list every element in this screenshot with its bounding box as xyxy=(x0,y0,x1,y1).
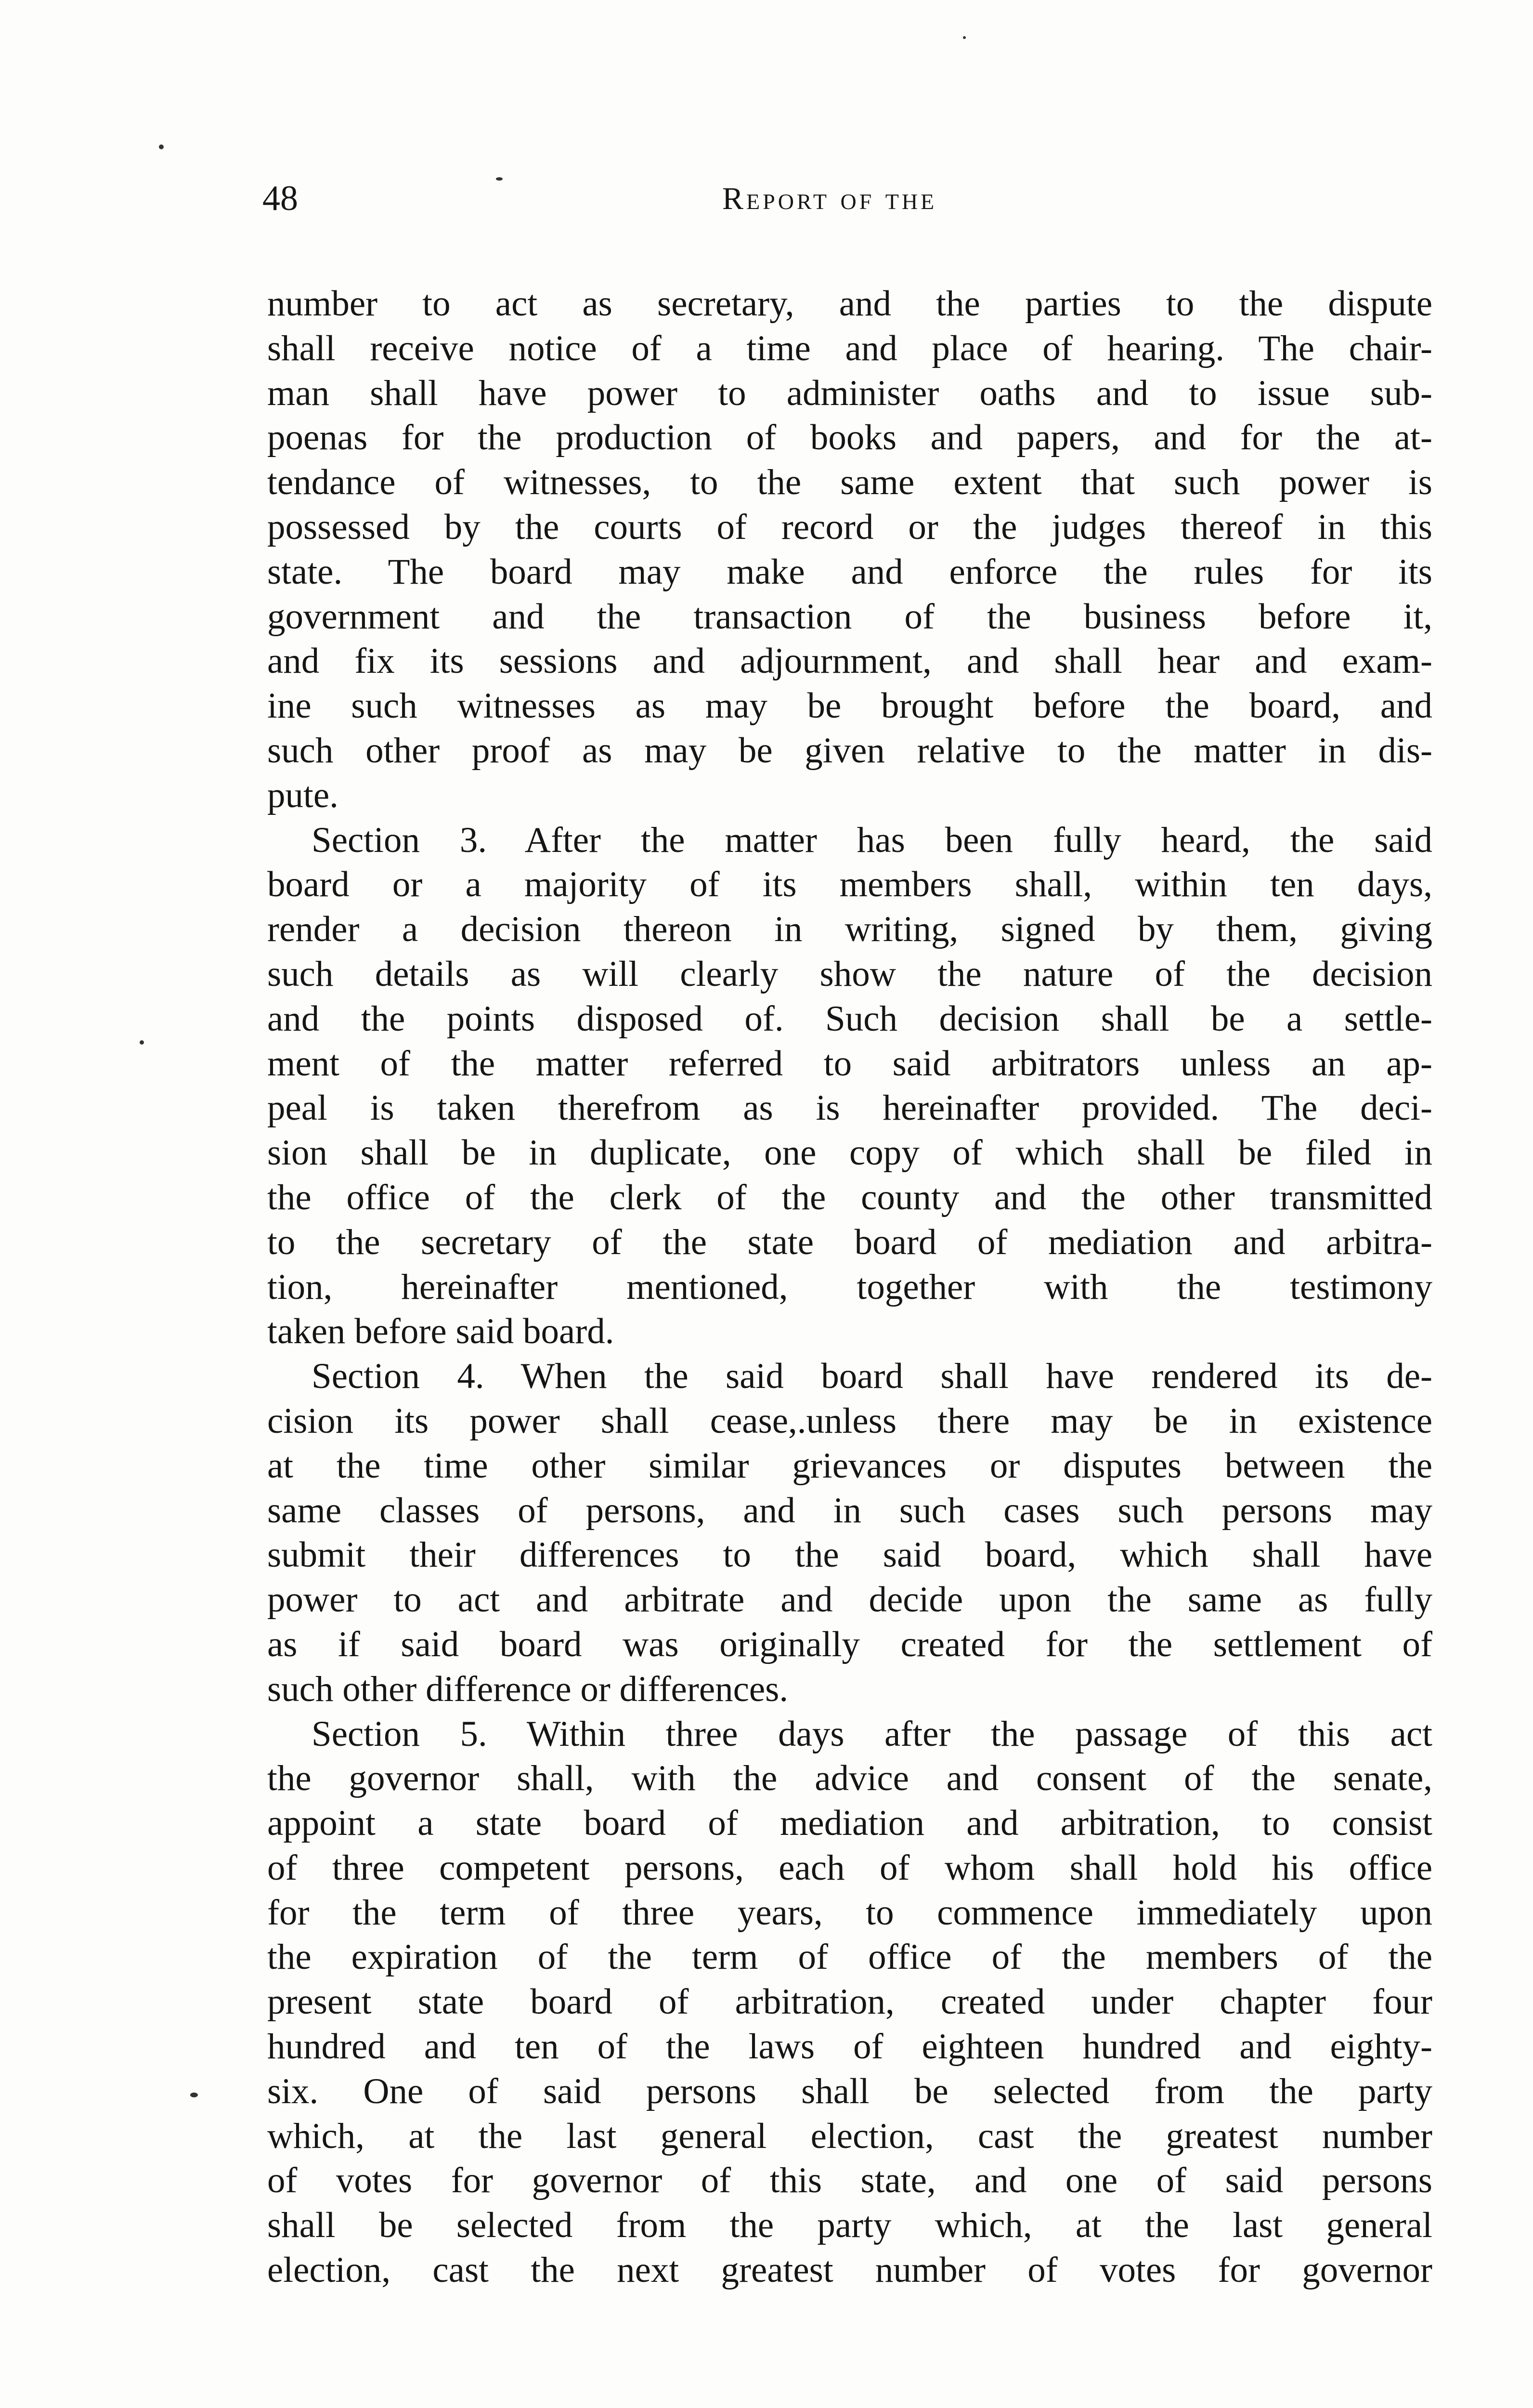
text-line: of three competent persons, each of whom shall hold his office xyxy=(267,1847,1432,1888)
text-line: the governor shall, with the advice and consent of the senate, xyxy=(267,1758,1432,1799)
text-line: poenas for the production of books and papers, and for the at- xyxy=(267,418,1432,458)
scan-speck xyxy=(159,144,164,149)
text-line: to the secretary of the state board of mediation and arbitra- xyxy=(267,1222,1432,1262)
text-line: state. The board may make and enforce the rules for its xyxy=(267,551,1432,592)
text-line: man shall have power to administer oaths and to issue sub- xyxy=(267,373,1432,413)
text-line: the expiration of the term of office of the members of the xyxy=(267,1937,1432,1977)
scan-speck xyxy=(496,177,503,181)
text-line: Section 5. Within three days after the passage of this act xyxy=(312,1714,1432,1754)
text-line: possessed by the courts of record or the judges thereof in this xyxy=(267,507,1432,547)
text-line: for the term of three years, to commence immediately upon xyxy=(267,1892,1432,1933)
text-line: present state board of arbitration, created under chapter four xyxy=(267,1982,1432,2022)
page-number: 48 xyxy=(262,179,298,218)
text-line: submit their differences to the said board, which shall have xyxy=(267,1535,1432,1575)
text-line: at the time other similar grievances or disputes between the xyxy=(267,1445,1432,1486)
text-line: of votes for governor of this state, and one of said persons xyxy=(267,2160,1432,2201)
scan-speck xyxy=(963,36,966,39)
body-text xyxy=(267,282,1432,2293)
text-line: tendance of witnesses, to the same extent that such power is xyxy=(267,462,1432,503)
text-line: same classes of persons, and in such cases such persons may xyxy=(267,1490,1432,1531)
text-line: and fix its sessions and adjournment, and shall hear and exam- xyxy=(267,641,1432,681)
text-line: render a decision thereon in writing, signed by them, giving xyxy=(267,909,1432,950)
text-line: appoint a state board of mediation and arbitration, to consist xyxy=(267,1803,1432,1844)
text-line: power to act and arbitrate and decide upon the same as fully xyxy=(267,1580,1432,1620)
text-line: such details as will clearly show the nature of the decision xyxy=(267,954,1432,994)
text-line: election, cast the next greatest number of votes for governor xyxy=(267,2250,1432,2290)
text-line: ment of the matter referred to said arbitrators unless an ap- xyxy=(267,1043,1432,1084)
text-line: which, at the last general election, cast the greatest number xyxy=(267,2116,1432,2156)
text-line: number to act as secretary, and the parties to the dispute xyxy=(267,284,1432,324)
scan-speck xyxy=(140,1040,144,1045)
text-line: shall receive notice of a time and place of hearing. The chair- xyxy=(267,328,1432,368)
text-line: ine such witnesses as may be brought before the board, and xyxy=(267,686,1432,726)
text-line: such other proof as may be given relative to the matter in dis- xyxy=(267,730,1432,771)
text-line: pute. xyxy=(267,775,338,815)
text-line: as if said board was originally created for the settlement of xyxy=(267,1624,1432,1664)
text-line: peal is taken therefrom as is hereinafter provided. The deci- xyxy=(267,1088,1432,1128)
scan-speck xyxy=(190,2093,198,2097)
text-line: the office of the clerk of the county and the other transmitted xyxy=(267,1177,1432,1217)
text-line: hundred and ten of the laws of eighteen hundred and eighty- xyxy=(267,2027,1432,2067)
text-line: six. One of said persons shall be selected from the party xyxy=(267,2071,1432,2111)
text-line: shall be selected from the party which, at the last general xyxy=(267,2205,1432,2246)
text-line: board or a majority of its members shall, within ten days, xyxy=(267,864,1432,905)
text-line: Section 4. When the said board shall have rendered its de- xyxy=(312,1356,1432,1397)
text-line: tion, hereinafter mentioned, together with the testimony xyxy=(267,1267,1432,1307)
text-line: sion shall be in duplicate, one copy of which shall be filed in xyxy=(267,1133,1432,1173)
text-line: and the points disposed of. Such decision shall be a settle- xyxy=(267,998,1432,1039)
text-line: such other difference or differences. xyxy=(267,1669,789,1709)
running-head: Report of the xyxy=(722,181,937,216)
text-line: cision its power shall cease,.unless there may be in existence xyxy=(267,1400,1432,1441)
text-line: government and the transaction of the business before it, xyxy=(267,596,1432,637)
text-line: taken before said board. xyxy=(267,1311,614,1352)
text-line: Section 3. After the matter has been fully heard, the said xyxy=(312,820,1432,860)
